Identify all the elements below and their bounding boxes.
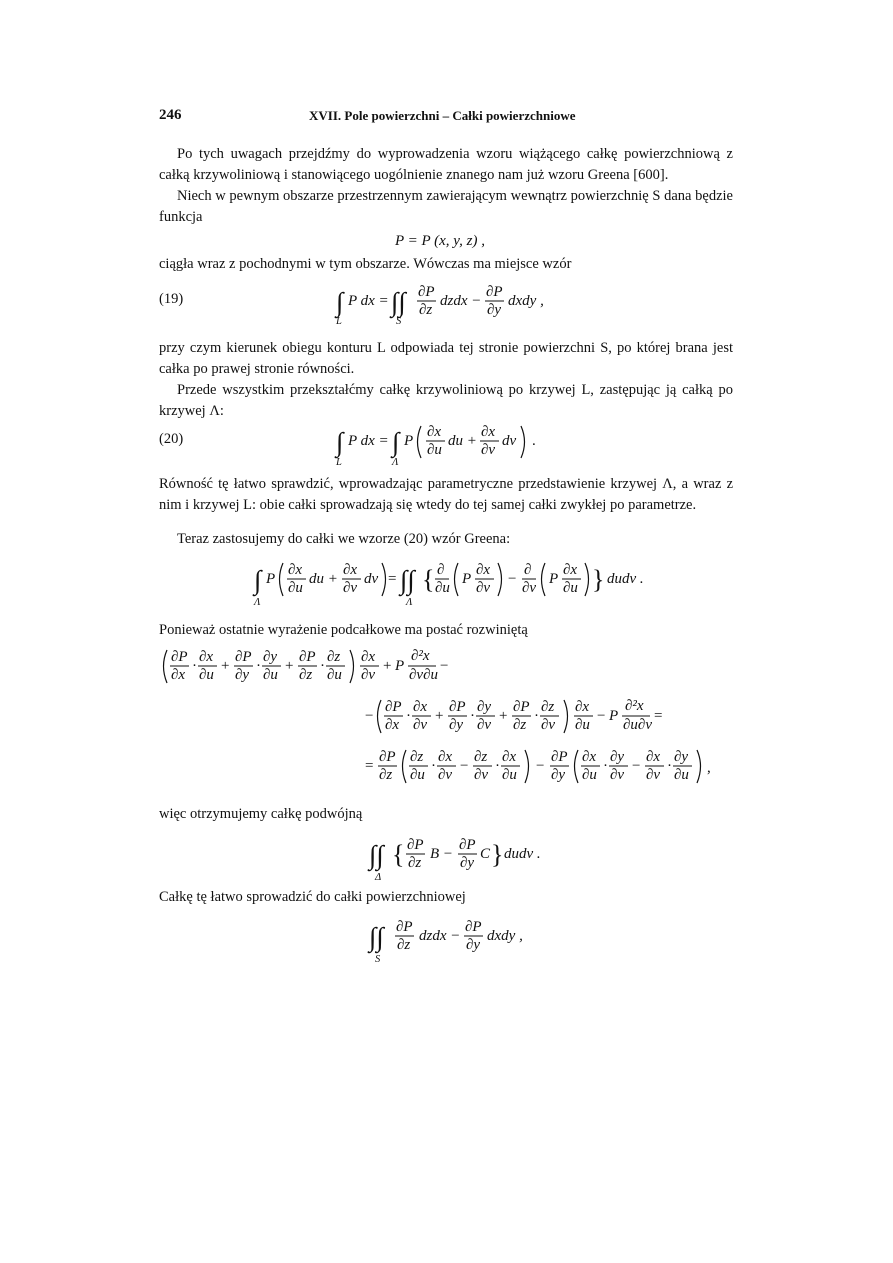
paragraph-expansion-intro: Ponieważ ostatnie wyrażenie podcałkowe ma postać rozwiniętą: [159, 622, 528, 638]
svg-text:∂y: ∂y: [466, 937, 481, 953]
svg-text:∂u: ∂u: [582, 767, 597, 783]
svg-text:∂v: ∂v: [361, 667, 376, 683]
svg-text:·: ·: [495, 758, 500, 774]
svg-text:∂u: ∂u: [410, 767, 425, 783]
equation-20-number: (20): [159, 431, 184, 447]
svg-text:·: ·: [534, 708, 539, 724]
svg-text:∂x: ∂x: [427, 424, 442, 440]
svg-text:C: C: [480, 846, 491, 862]
paragraph-double-integral: więc otrzymujemy całkę podwójną: [159, 806, 363, 822]
svg-text:∂x: ∂x: [199, 649, 214, 665]
svg-text:∂z: ∂z: [408, 855, 422, 871]
svg-text:L: L: [336, 316, 342, 327]
svg-text:}: }: [592, 565, 605, 594]
page-number: 246: [159, 107, 182, 123]
svg-text:S: S: [396, 316, 402, 327]
svg-text:∂y: ∂y: [263, 649, 278, 665]
svg-text:∂z: ∂z: [410, 749, 424, 765]
running-title: XVII. Pole powierzchni – Całki powierzchniowe: [309, 108, 576, 123]
svg-text:∂v: ∂v: [646, 767, 661, 783]
svg-text:∂x: ∂x: [502, 749, 517, 765]
svg-text:∂z: ∂z: [299, 667, 313, 683]
paragraph-orientation: przy czym kierunek obiegu konturu L odpowiada tej stronie powierzchni S, po której brana jest całka po prawej stronie równości.: [159, 340, 733, 377]
svg-text:·: ·: [431, 758, 436, 774]
svg-text:∂x: ∂x: [563, 562, 578, 578]
equation-surface-integral: [369, 912, 569, 964]
svg-text:dv: dv: [364, 571, 379, 587]
svg-text:∫: ∫: [336, 427, 344, 457]
svg-text:−: −: [536, 758, 545, 774]
svg-text:∂y: ∂y: [551, 767, 566, 783]
svg-text:∫∫: ∫∫: [369, 922, 384, 952]
svg-text:∂²x: ∂²x: [411, 648, 430, 664]
svg-text:∂u: ∂u: [502, 767, 517, 783]
svg-text:−: −: [632, 758, 641, 774]
svg-text:∂x: ∂x: [171, 667, 186, 683]
svg-text:−: −: [508, 571, 517, 587]
svg-text:∂P: ∂P: [449, 699, 466, 715]
svg-text:∂z: ∂z: [513, 717, 527, 733]
svg-text:∂u: ∂u: [199, 667, 214, 683]
svg-text:∂: ∂: [437, 562, 445, 578]
svg-text:dudv .: dudv .: [504, 846, 541, 862]
svg-text:−: −: [440, 658, 449, 674]
svg-text:∂v: ∂v: [541, 717, 556, 733]
svg-text:+: +: [221, 658, 230, 674]
svg-text:∂x: ∂x: [646, 749, 661, 765]
svg-text:dxdy ,: dxdy ,: [508, 293, 544, 309]
svg-text:dxdy ,: dxdy ,: [487, 928, 523, 944]
svg-text:∂u: ∂u: [575, 717, 590, 733]
svg-text:P: P: [404, 433, 414, 449]
svg-text:·: ·: [603, 758, 608, 774]
svg-text:∂z: ∂z: [327, 649, 341, 665]
svg-text:∂x: ∂x: [361, 649, 376, 665]
svg-text:−: −: [365, 708, 374, 724]
svg-text:P dx =: P dx =: [348, 433, 389, 449]
svg-text:∂u: ∂u: [427, 442, 442, 458]
svg-text:∂v: ∂v: [474, 767, 489, 783]
svg-text:∂v: ∂v: [343, 580, 358, 596]
svg-text:∂u: ∂u: [263, 667, 278, 683]
svg-text:∂v∂u: ∂v∂u: [409, 667, 438, 683]
svg-text:∂u: ∂u: [288, 580, 303, 596]
equation-green: [254, 555, 674, 609]
svg-text:∂P: ∂P: [459, 837, 476, 853]
svg-text:du +: du +: [309, 571, 338, 587]
svg-text:∂P: ∂P: [171, 649, 188, 665]
svg-text:−: −: [597, 708, 606, 724]
equation-20: [336, 417, 596, 469]
svg-text:∂v: ∂v: [477, 717, 492, 733]
svg-text:∂y: ∂y: [449, 717, 464, 733]
svg-text:∂y: ∂y: [674, 749, 689, 765]
svg-text:P: P: [462, 571, 472, 587]
equation-double-integral: [369, 830, 569, 882]
svg-text:Λ: Λ: [254, 597, 261, 608]
svg-text:∫∫: ∫∫: [369, 840, 384, 870]
svg-text:∂x: ∂x: [575, 699, 590, 715]
svg-text:∂x: ∂x: [385, 717, 400, 733]
svg-text:=: =: [365, 758, 374, 774]
paragraph-surface: Całkę tę łatwo sprowadzić do całki powierzchniowej: [159, 889, 466, 905]
svg-text:∂x: ∂x: [438, 749, 453, 765]
svg-text:dudv .: dudv .: [607, 571, 644, 587]
svg-text:∂x: ∂x: [481, 424, 496, 440]
svg-text:∂P: ∂P: [407, 837, 424, 853]
svg-text:∂y: ∂y: [477, 699, 492, 715]
svg-text:∫∫: ∫∫: [400, 565, 415, 595]
svg-text:∂u∂v: ∂u∂v: [623, 717, 652, 733]
svg-text:+: +: [285, 658, 294, 674]
svg-text:∫: ∫: [392, 427, 400, 457]
svg-text:{: {: [422, 565, 435, 594]
svg-text:·: ·: [470, 708, 475, 724]
svg-text:Λ: Λ: [406, 597, 413, 608]
svg-text:·: ·: [192, 658, 197, 674]
svg-text:∂y: ∂y: [610, 749, 625, 765]
svg-text:=: =: [388, 571, 397, 587]
svg-text:P: P: [549, 571, 559, 587]
svg-text:∂v: ∂v: [413, 717, 428, 733]
svg-text:·: ·: [256, 658, 261, 674]
svg-text:∫: ∫: [254, 565, 262, 595]
svg-text:∂v: ∂v: [438, 767, 453, 783]
svg-text:=: =: [654, 708, 663, 724]
svg-text:dv: dv: [502, 433, 517, 449]
svg-text:∂P: ∂P: [513, 699, 530, 715]
svg-text:dzdx −: dzdx −: [440, 293, 482, 309]
svg-text:∫∫: ∫∫: [391, 287, 406, 317]
svg-text:,: ,: [707, 760, 711, 776]
svg-text:Δ: Δ: [375, 872, 382, 883]
svg-text:∂z: ∂z: [419, 302, 433, 318]
svg-text:∂v: ∂v: [476, 580, 491, 596]
svg-text:du +: du +: [448, 433, 477, 449]
paragraph-transform: Przede wszystkim przekształćmy całkę krzywoliniową po krzywej L, zastępując ją całką po krzywej Λ:: [159, 382, 733, 419]
running-header: [159, 107, 733, 129]
svg-text:P: P: [266, 571, 276, 587]
svg-text:·: ·: [406, 708, 411, 724]
svg-text:∫: ∫: [336, 287, 344, 317]
svg-text:∂u: ∂u: [327, 667, 342, 683]
svg-text:∂P: ∂P: [235, 649, 252, 665]
svg-text:∂P: ∂P: [486, 284, 503, 300]
svg-text:∂P: ∂P: [396, 919, 413, 935]
svg-text:−: −: [460, 758, 469, 774]
svg-text:+: +: [499, 708, 508, 724]
svg-text:∂x: ∂x: [582, 749, 597, 765]
function-definition-text: P = P (x, y, z) ,: [395, 233, 485, 249]
svg-text:∂P: ∂P: [418, 284, 435, 300]
paragraph-continuity: ciągła wraz z pochodnymi w tym obszarze. Wówczas ma miejsce wzór: [159, 256, 572, 272]
svg-text:∂P: ∂P: [379, 749, 396, 765]
svg-text:∂v: ∂v: [610, 767, 625, 783]
equation-19: [336, 278, 586, 328]
svg-text:∂z: ∂z: [379, 767, 393, 783]
svg-text:P: P: [609, 708, 619, 724]
svg-text:{: {: [392, 840, 405, 869]
svg-text:∂z: ∂z: [397, 937, 411, 953]
svg-text:∂v: ∂v: [481, 442, 496, 458]
svg-text:P: P: [395, 658, 405, 674]
svg-text:∂z: ∂z: [541, 699, 555, 715]
svg-text:∂y: ∂y: [235, 667, 250, 683]
svg-text:∂P: ∂P: [385, 699, 402, 715]
svg-text:Λ: Λ: [392, 457, 399, 468]
svg-text:∂²x: ∂²x: [625, 698, 644, 714]
equation-19-number: (19): [159, 291, 184, 307]
svg-text:.: .: [532, 433, 536, 449]
svg-text:∂u: ∂u: [674, 767, 689, 783]
svg-text:∂x: ∂x: [476, 562, 491, 578]
svg-text:∂P: ∂P: [299, 649, 316, 665]
svg-text:∂: ∂: [524, 562, 532, 578]
paragraph-intro: Po tych uwagach przejdźmy do wyprowadzenia wzoru wiążącego całkę powierzchniową z całką krzywoliniową i stanowiącego uogólnienie znanego nam już wzoru Greena [600].: [159, 146, 733, 183]
svg-text:S: S: [375, 954, 381, 965]
svg-text:·: ·: [320, 658, 325, 674]
svg-text:B −: B −: [430, 846, 454, 862]
svg-text:∂v: ∂v: [522, 580, 537, 596]
svg-text:∂u: ∂u: [563, 580, 578, 596]
svg-text:∂y: ∂y: [487, 302, 502, 318]
paragraph-green: Teraz zastosujemy do całki we wzorze (20) wzór Greena:: [177, 531, 511, 547]
svg-text:∂P: ∂P: [465, 919, 482, 935]
svg-text:∂z: ∂z: [474, 749, 488, 765]
svg-text:∂y: ∂y: [460, 855, 475, 871]
svg-text:dzdx −: dzdx −: [419, 928, 461, 944]
svg-text:}: }: [491, 840, 504, 869]
svg-text:L: L: [336, 457, 342, 468]
svg-text:+: +: [435, 708, 444, 724]
svg-text:∂x: ∂x: [413, 699, 428, 715]
paragraph-function-assumption: Niech w pewnym obszarze przestrzennym zawierającym wewnątrz powierzchnię S dana będzie funkcja: [159, 188, 733, 225]
paragraph-verification: Równość tę łatwo sprawdzić, wprowadzając parametryczne przedstawienie krzywej Λ, a wraz z nim i krzywej L: obie całki sprowadzają się wtedy do tej samej całki zwykłej po parametrze.: [159, 476, 733, 513]
svg-text:·: ·: [667, 758, 672, 774]
equation-function-definition: [395, 228, 535, 252]
svg-text:P dx =: P dx =: [348, 293, 389, 309]
svg-text:∂u: ∂u: [435, 580, 450, 596]
svg-text:∂P: ∂P: [551, 749, 568, 765]
svg-text:+: +: [383, 658, 392, 674]
svg-text:∂x: ∂x: [343, 562, 358, 578]
equation-expansion: [159, 644, 739, 800]
svg-text:∂x: ∂x: [288, 562, 303, 578]
